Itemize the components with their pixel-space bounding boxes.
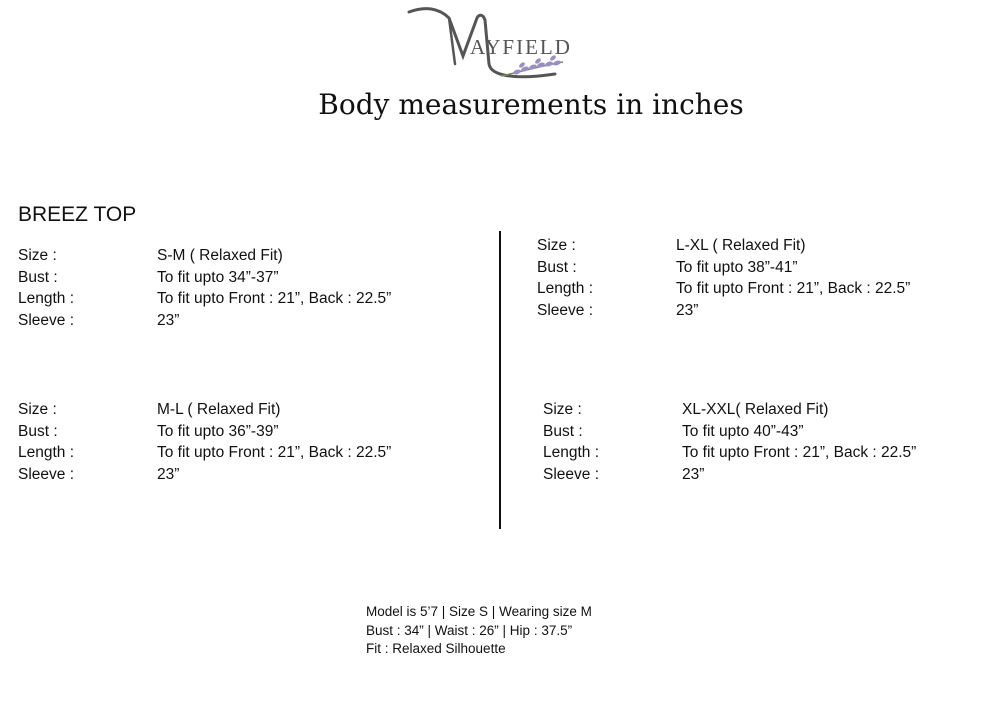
bust-label: Bust : xyxy=(18,268,58,286)
size-label: Size : xyxy=(18,401,57,418)
size-label: Size : xyxy=(543,401,582,418)
page-heading: Body measurements in inches xyxy=(318,88,744,121)
size-value: M-L ( Relaxed Fit) xyxy=(157,401,281,418)
size-value: XL-XXL( Relaxed Fit) xyxy=(682,401,829,418)
length-label: Length : xyxy=(18,290,75,307)
length-value: To fit upto Front : 21”, Back : 22.5” xyxy=(682,444,917,461)
sleeve-value: 23” xyxy=(676,301,699,319)
bust-value: To fit upto 34”-37” xyxy=(157,268,279,286)
length-label: Length : xyxy=(537,280,594,297)
model-measurements-line: Bust : 34” | Waist : 26” | Hip : 37.5” xyxy=(366,622,573,638)
length-value: To fit upto Front : 21”, Back : 22.5” xyxy=(157,444,392,461)
bust-value: To fit upto 36”-39” xyxy=(157,422,279,440)
product-title: BREEZ TOP xyxy=(18,203,137,226)
length-value: To fit upto Front : 21”, Back : 22.5” xyxy=(676,280,911,297)
bust-value: To fit upto 40”-43” xyxy=(682,422,804,440)
bust-label: Bust : xyxy=(543,422,583,440)
brand-wordmark: AYFIELD xyxy=(470,35,572,59)
column-divider xyxy=(499,231,501,529)
length-label: Length : xyxy=(543,444,600,461)
sleeve-value: 23” xyxy=(682,465,705,483)
size-value: S-M ( Relaxed Fit) xyxy=(157,247,283,264)
size-value: L-XL ( Relaxed Fit) xyxy=(676,237,806,254)
sleeve-label: Sleeve : xyxy=(537,301,594,319)
bust-label: Bust : xyxy=(537,258,577,276)
sleeve-label: Sleeve : xyxy=(18,311,75,329)
model-note xyxy=(366,603,592,659)
sleeve-value: 23” xyxy=(157,465,180,483)
model-fit-line: Fit : Relaxed Silhouette xyxy=(366,641,506,656)
bust-label: Bust : xyxy=(18,422,58,440)
model-info-line: Model is 5’7 | Size S | Wearing size M xyxy=(366,604,592,619)
size-label: Size : xyxy=(537,237,576,254)
sleeve-label: Sleeve : xyxy=(543,465,600,483)
length-value: To fit upto Front : 21”, Back : 22.5” xyxy=(157,290,392,307)
bust-value: To fit upto 38”-41” xyxy=(676,258,798,276)
size-label: Size : xyxy=(18,247,57,264)
sleeve-label: Sleeve : xyxy=(18,465,75,483)
length-label: Length : xyxy=(18,444,75,461)
sleeve-value: 23” xyxy=(157,311,180,329)
